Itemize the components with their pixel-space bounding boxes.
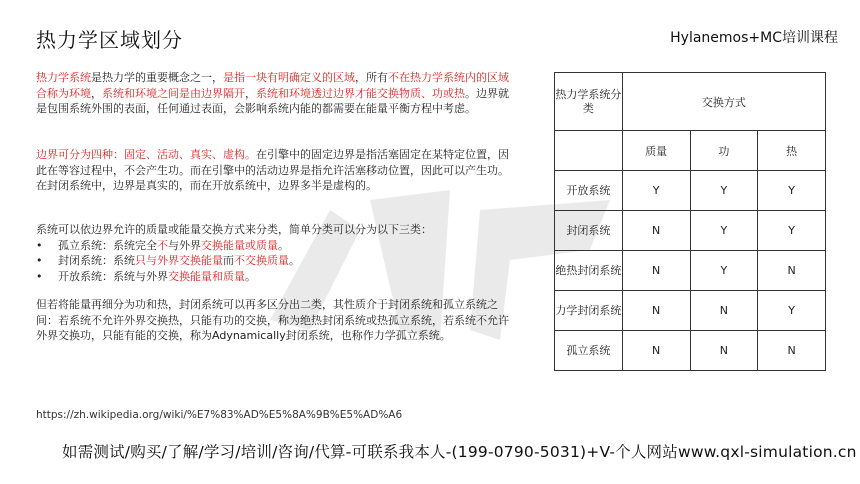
row-header: 封闭系统 (555, 211, 623, 251)
body-text: 与外界 (168, 238, 201, 252)
course-brand: Hylanemos+MC培训课程 (670, 30, 838, 46)
row-header: 绝热封闭系统 (555, 251, 623, 291)
body-text: 。边界就是包围系统外围的表面，任何通过表面，会影响系统内能的都需要在能量平衡方程中考虑。 (36, 86, 509, 115)
table-cell: N (690, 291, 758, 331)
definition-paragraph (36, 70, 516, 117)
subclass-paragraph (36, 297, 516, 344)
table-row (555, 171, 826, 211)
body-text: 孤立系统：系统完全 (58, 238, 157, 252)
highlight-text: 系统和环境之间是由边界隔开 (102, 86, 245, 100)
table-cell: Y (758, 211, 826, 251)
body-text: 但若将能量再细分为功和热，封闭系统可以再多区分出二类，其性质介于封闭系统和孤立系统之间：若系统不允许外界交换热，只能有功的交换，称为绝热封闭系统或热孤立系统，若系统不允许外界交换功，只能有能的交换，称为Adynamically封闭系统，也称作力学孤立系统。 (36, 298, 509, 342)
table-row (555, 211, 826, 251)
row-header: 孤立系统 (555, 331, 623, 371)
table-cell: N (690, 331, 758, 371)
table-group-header: 交换方式 (622, 73, 825, 131)
contact-footer: 如需测试/购买/了解/学习/培训/咨询/代算-可联系我本人-(199-0790-5031)+V-个人网站www.qxl-simulation.cn (62, 443, 857, 461)
body-text: 在引擎中的固定边界是指活塞固定在某特定位置，因此在等容过程中，不会产生功。而在引擎中的活动边界是指允许活塞移动位置，因此可以产生功。在封闭系统中，边界是真实的，而在开放系统中，边界多半是虚构的。 (36, 148, 509, 192)
page-title: 热力学区域划分 (36, 28, 183, 52)
table-cell: N (622, 291, 690, 331)
table-cell: Y (758, 291, 826, 331)
highlight-text: 只与外界交换能量 (135, 254, 223, 267)
source-link[interactable]: https://zh.wikipedia.org/wiki/%E7%83%AD%E5%8A%9B%E5%AD%A6 (36, 409, 403, 421)
table-empty-cell (555, 131, 623, 171)
body-text: ， (245, 86, 256, 100)
body-text: 。 (289, 254, 300, 267)
table-cell: N (758, 331, 826, 371)
body-text: ，所有 (355, 71, 388, 84)
table-row (555, 291, 826, 331)
table-row (555, 331, 826, 371)
body-text: ， (91, 86, 102, 100)
table-cell: Y (690, 171, 758, 211)
column-header-heat: 热 (758, 131, 826, 171)
table-cell: Y (622, 171, 690, 211)
boundary-paragraph (36, 147, 516, 194)
highlight-text: 是指一块有明确定义的区域 (223, 71, 355, 84)
highlight-text: 不 (157, 238, 168, 252)
body-text: 是热力学的重要概念之一， (91, 71, 223, 84)
highlight-text: 交换能量或质量 (201, 238, 278, 252)
body-text: 开放系统：系统与外界 (58, 269, 168, 283)
system-classification-table (554, 72, 826, 371)
table-row (555, 251, 826, 291)
table-cell: N (622, 331, 690, 371)
table-cell: Y (690, 211, 758, 251)
column-header-work: 功 (690, 131, 758, 171)
classification-list (36, 238, 516, 285)
highlight-text: 边界可分为四种：固定、活动、真实、虚构。 (36, 148, 256, 161)
list-item (36, 238, 516, 254)
table-cell: Y (690, 251, 758, 291)
body-text: 而 (223, 254, 234, 267)
body-text: 。 (278, 238, 289, 252)
table-corner-header: 热力学系统分类 (555, 73, 623, 131)
column-header-mass: 质量 (622, 131, 690, 171)
highlight-text: 热力学系统 (36, 71, 91, 84)
table-cell: N (758, 251, 826, 291)
list-item (36, 269, 516, 285)
list-item (36, 253, 516, 269)
table-cell: N (622, 251, 690, 291)
row-header: 开放系统 (555, 171, 623, 211)
table-cell: Y (758, 171, 826, 211)
body-text: 封闭系统：系统 (58, 254, 135, 267)
highlight-text: 不在热力学系统内的区域合称为环境 (36, 71, 509, 100)
body-text: 。 (245, 269, 256, 283)
highlight-text: 不交换质量 (234, 254, 289, 267)
highlight-text: 系统和环境透过边界才能交换物质、功或热 (256, 86, 465, 100)
table-cell: N (622, 211, 690, 251)
classification-intro: 系统可以依边界允许的质量或能量交换方式来分类，简单分类可以分为以下三类： (36, 223, 432, 236)
row-header: 力学封闭系统 (555, 291, 623, 331)
classification-section (36, 222, 516, 284)
highlight-text: 交换能量和质量 (168, 269, 245, 283)
